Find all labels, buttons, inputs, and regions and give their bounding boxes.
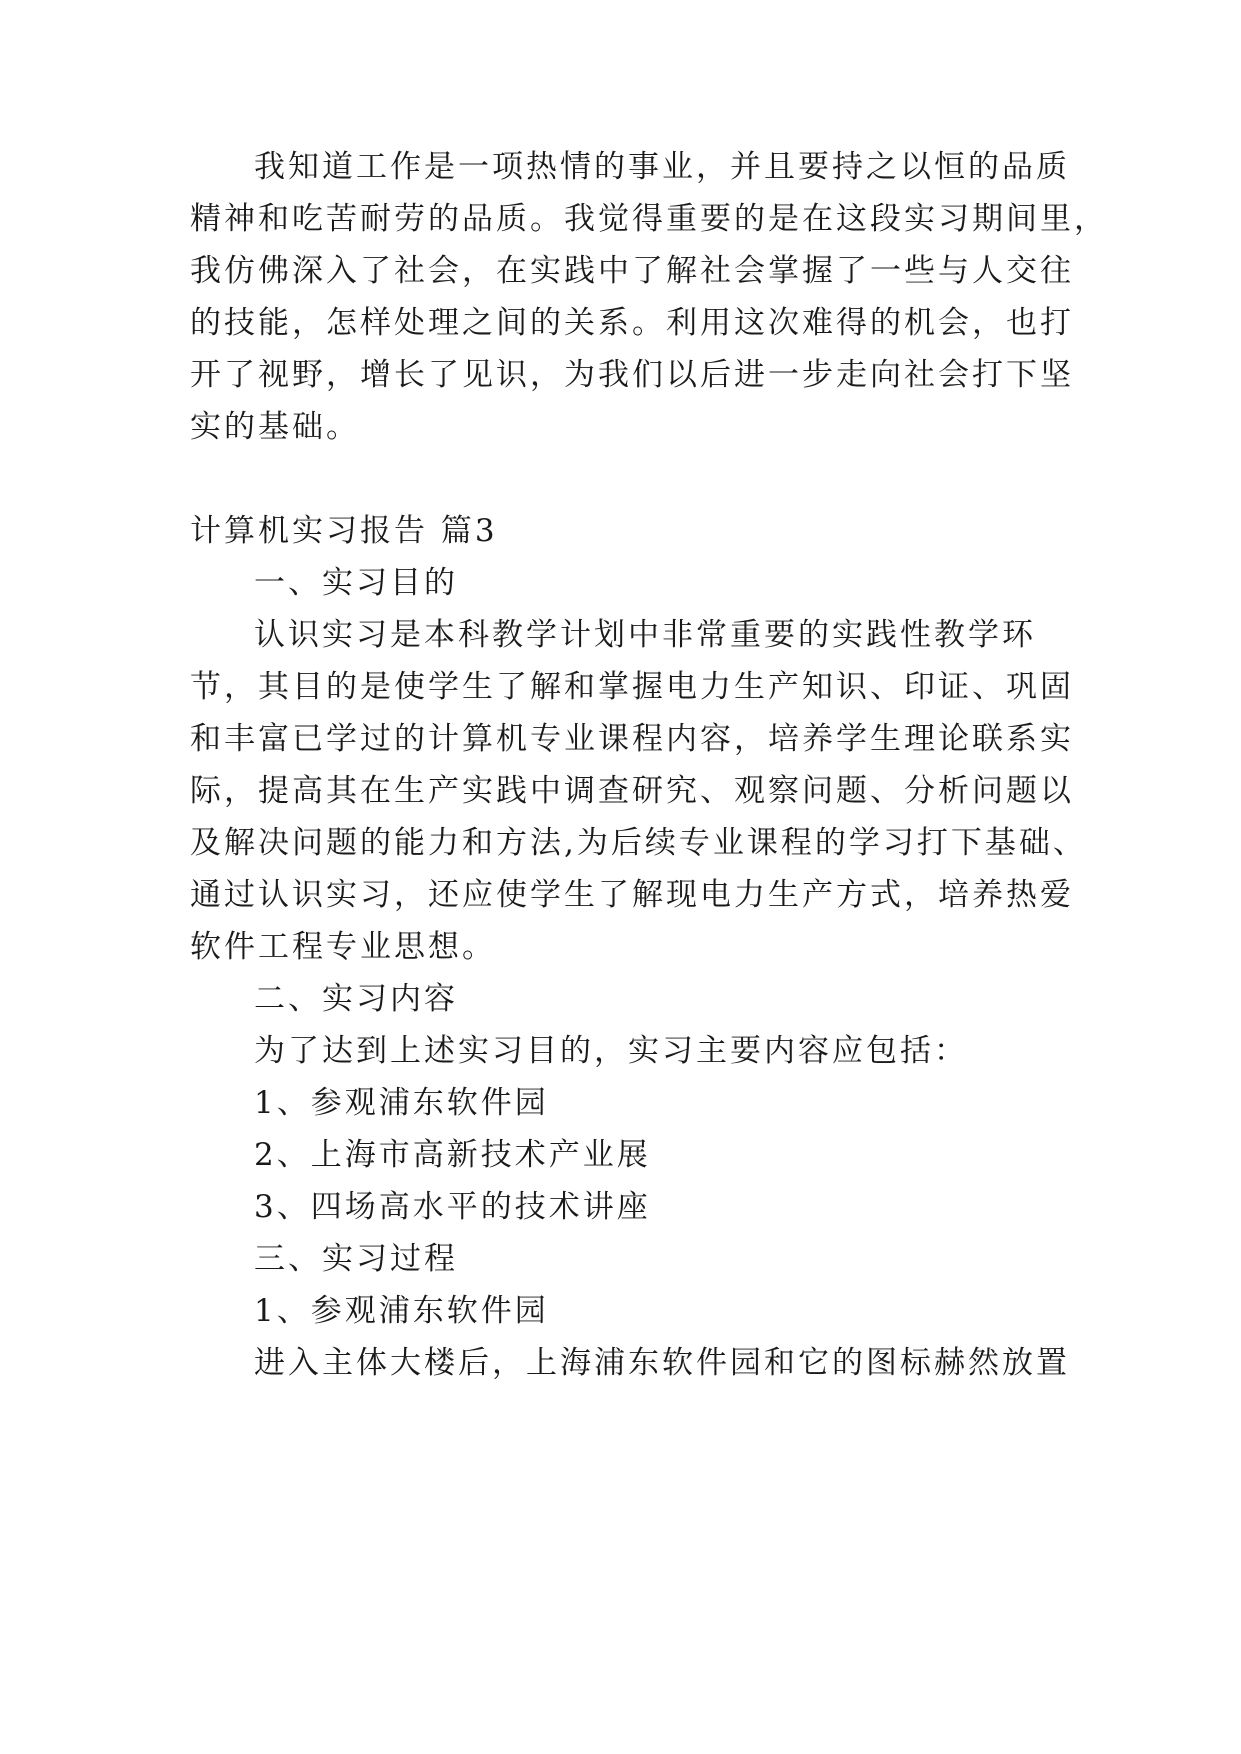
paragraph-line: 精神和吃苦耐劳的品质。我觉得重要的是在这段实习期间里，	[190, 201, 1108, 237]
section-heading-content: 二、实习内容	[254, 981, 458, 1017]
list-item: 1、参观浦东软件园	[254, 1085, 549, 1121]
paragraph-line: 通过认识实习，还应使学生了解现电力生产方式，培养热爱	[190, 877, 1074, 913]
paragraph-line: 为了达到上述实习目的，实习主要内容应包括：	[254, 1033, 968, 1069]
paragraph-line: 和丰富已学过的计算机专业课程内容，培养学生理论联系实	[190, 721, 1074, 757]
paragraph-line: 开了视野，增长了见识，为我们以后进一步走向社会打下坚	[190, 357, 1074, 393]
paragraph-line: 我仿佛深入了社会，在实践中了解社会掌握了一些与人交往	[190, 253, 1074, 289]
paragraph-line: 我知道工作是一项热情的事业，并且要持之以恒的品质	[254, 149, 1070, 185]
paragraph-line: 软件工程专业思想。	[190, 929, 496, 965]
section-heading-purpose: 一、实习目的	[254, 565, 458, 601]
paragraph-line: 认识实习是本科教学计划中非常重要的实践性教学环	[254, 617, 1036, 653]
paragraph-line: 际，提高其在生产实践中调查研究、观察问题、分析问题以	[190, 773, 1074, 809]
paragraph-line: 及解决问题的能力和方法,为后续专业课程的学习打下基础、	[190, 825, 1087, 861]
list-item: 3、四场高水平的技术讲座	[254, 1189, 651, 1225]
list-item: 2、上海市高新技术产业展	[254, 1137, 651, 1173]
paragraph-line: 节，其目的是使学生了解和掌握电力生产知识、印证、巩固	[190, 669, 1074, 705]
paragraph-line: 的技能，怎样处理之间的关系。利用这次难得的机会，也打	[190, 305, 1074, 341]
section-heading-process: 三、实习过程	[254, 1241, 458, 1277]
report-title: 计算机实习报告 篇3	[190, 513, 498, 549]
subsection-heading: 1、参观浦东软件园	[254, 1293, 549, 1329]
paragraph-line: 实的基础。	[190, 409, 360, 445]
paragraph-line: 进入主体大楼后，上海浦东软件园和它的图标赫然放置	[254, 1345, 1070, 1381]
